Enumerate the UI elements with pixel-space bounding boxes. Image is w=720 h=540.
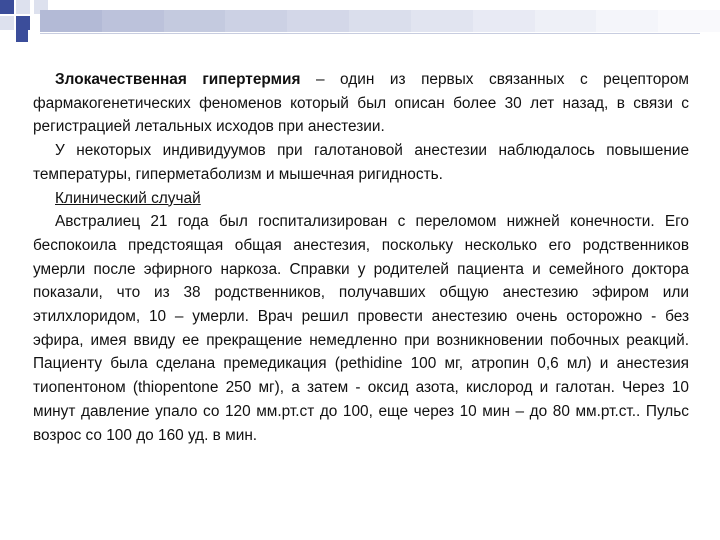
term-bold: Злокачественная гипертермия: [55, 71, 301, 88]
decor-square: [0, 0, 14, 14]
decor-square: [16, 16, 30, 30]
paragraph-observation: У некоторых индивидуумов при галотановой анестезии наблюдалось повышение температуры, гиперметаболизм и мышечная ригидность.: [33, 142, 689, 183]
paragraph-definition: [33, 68, 689, 139]
definition-text: – один из первых связанных с рецептором фармакогенетических феноменов который был описан более 30 лет назад, в связи с регистрацией летальных исходов при анестезии.: [33, 71, 689, 136]
decor-square: [16, 0, 30, 14]
header-gradient-strip: [40, 10, 720, 32]
decor-square: [16, 30, 28, 42]
paragraph-case: Австралиец 21 года был госпитализирован с переломом нижней конечности. Его беспокоила предстоящая общая анестезия, поскольку несколько его родственников умерли после эфирного наркоза. Справки у родителей пациента и семейного доктора показали, что из 38 родственников, получавших общую анестезию эфиром или этилхлоридом, 10 – умерли. Врач решил провести анестезию очень осторожно - без эфира, имея ввиду ее прекращение немедленно при возникновении побочных реакций. Пациенту была сделана премедикация (pethidine 100 мг, атропин 0,6 мл) и анестезия тиопентоном (thiopentone 250 мг), а затем - оксид азота, кислород и галотан. Через 10 минут давление упало со 120 мм.рт.ст до 100, еще через 10 мин – до 80 мм.рт.ст.. Пульс возрос со 100 до 160 уд. в мин.: [33, 213, 689, 444]
section-heading: [33, 187, 689, 211]
slide-text: [33, 68, 689, 447]
header-divider: [40, 33, 700, 34]
section-heading-text: Клинический случай: [55, 189, 201, 207]
decor-square: [0, 16, 14, 30]
